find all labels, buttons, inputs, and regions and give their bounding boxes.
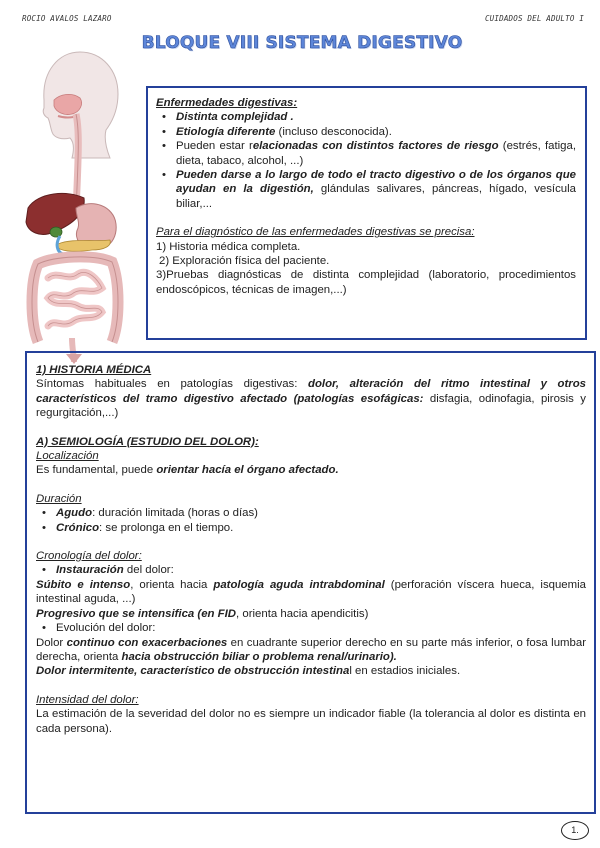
chronology-continuous: Dolor continuo con exacerbaciones en cuadrante superior derecho en su parte más inferior, o fosa lumbar derecha, orienta hacia obstrucción biliar o problema renal/urinario). xyxy=(36,636,586,663)
diagnosis-heading: Para el diagnóstico de las enfermedades digestivas se precisa: xyxy=(156,226,475,239)
onset-list xyxy=(36,563,586,577)
evolution-list xyxy=(36,621,586,635)
location-heading: Localización xyxy=(36,450,99,463)
list-item: • Etiología diferente (incluso desconocida). xyxy=(156,125,576,139)
duration-heading: Duración xyxy=(36,492,82,505)
diagnosis-item-2: 2) Exploración física del paciente. xyxy=(159,255,330,268)
medical-history-heading: 1) HISTORIA MÉDICA xyxy=(36,364,152,376)
page-number: 1. xyxy=(561,821,589,840)
chronology-intermittent: Dolor intermitente, característico de obstrucción intestinal en estadios iniciales. xyxy=(36,665,461,678)
list-item: • Crónico: se prolonga en el tiempo. xyxy=(36,521,586,535)
list-item: • Instauración del dolor: xyxy=(36,563,586,577)
chronology-sudden: Súbito e intenso, orienta hacia patología aguda intrabdominal (perforación víscera hueca, isquemia intestinal aguda, ...) xyxy=(36,578,586,606)
list-item: • Distinta complejidad . xyxy=(156,110,576,124)
list-item: • Pueden estar relacionadas con distintos factores de riesgo (estrés, fatiga, dieta, tabaco, alcohol, ...) xyxy=(156,139,576,168)
medical-history-box xyxy=(25,351,596,814)
header-course: CUIDADOS DEL ADULTO I xyxy=(484,14,584,23)
chronology-heading: Cronología del dolor: xyxy=(36,550,142,563)
chronology-progressive: Progresivo que se intensifica (en FID, orienta hacia apendicitis) xyxy=(36,607,369,620)
location-text: Es fundamental, puede orientar hacía el órgano afectado. xyxy=(36,464,339,477)
intensity-text: La estimación de la severidad del dolor no es siempre un indicador fiable (la tolerancia al dolor es distinta en cada persona). xyxy=(36,708,586,735)
digestive-diseases-box xyxy=(146,86,587,340)
header-author: ROCIO AVALOS LAZARO xyxy=(22,14,112,23)
diseases-heading: Enfermedades digestivas: xyxy=(156,97,298,109)
diagnosis-item-1: 1) Historia médica completa. xyxy=(156,240,301,253)
digestive-system-illustration xyxy=(14,42,126,364)
list-item: • Evolución del dolor: xyxy=(36,621,586,635)
page-title: BLOQUE VIII SISTEMA DIGESTIVO xyxy=(141,33,463,53)
semiology-heading: A) SEMIOLOGÍA (ESTUDIO DEL DOLOR): xyxy=(36,435,259,448)
list-item: • Agudo: duración limitada (horas o días) xyxy=(36,506,586,520)
diseases-list xyxy=(156,110,576,211)
symptoms-paragraph: Síntomas habituales en patologías digestivas: dolor, alteración del ritmo intestinal y otros característicos del tramo digestivo afectado (patologías esofágicas: disfagia, odinofagia, pirosis y regurgitación,...) xyxy=(36,378,586,420)
diagnosis-item-3: 3)Pruebas diagnósticas de distinta complejidad (laboratorio, procedimientos endoscópicos, técnicas de imagen,...) xyxy=(156,269,576,296)
duration-list xyxy=(36,506,586,535)
intensity-heading: Intensidad del dolor: xyxy=(36,693,139,706)
list-item: • Pueden darse a lo largo de todo el tracto digestivo o de los órganos que ayudan en la digestión, glándulas salivares, páncreas, hígado, vesícula biliar,... xyxy=(156,168,576,211)
